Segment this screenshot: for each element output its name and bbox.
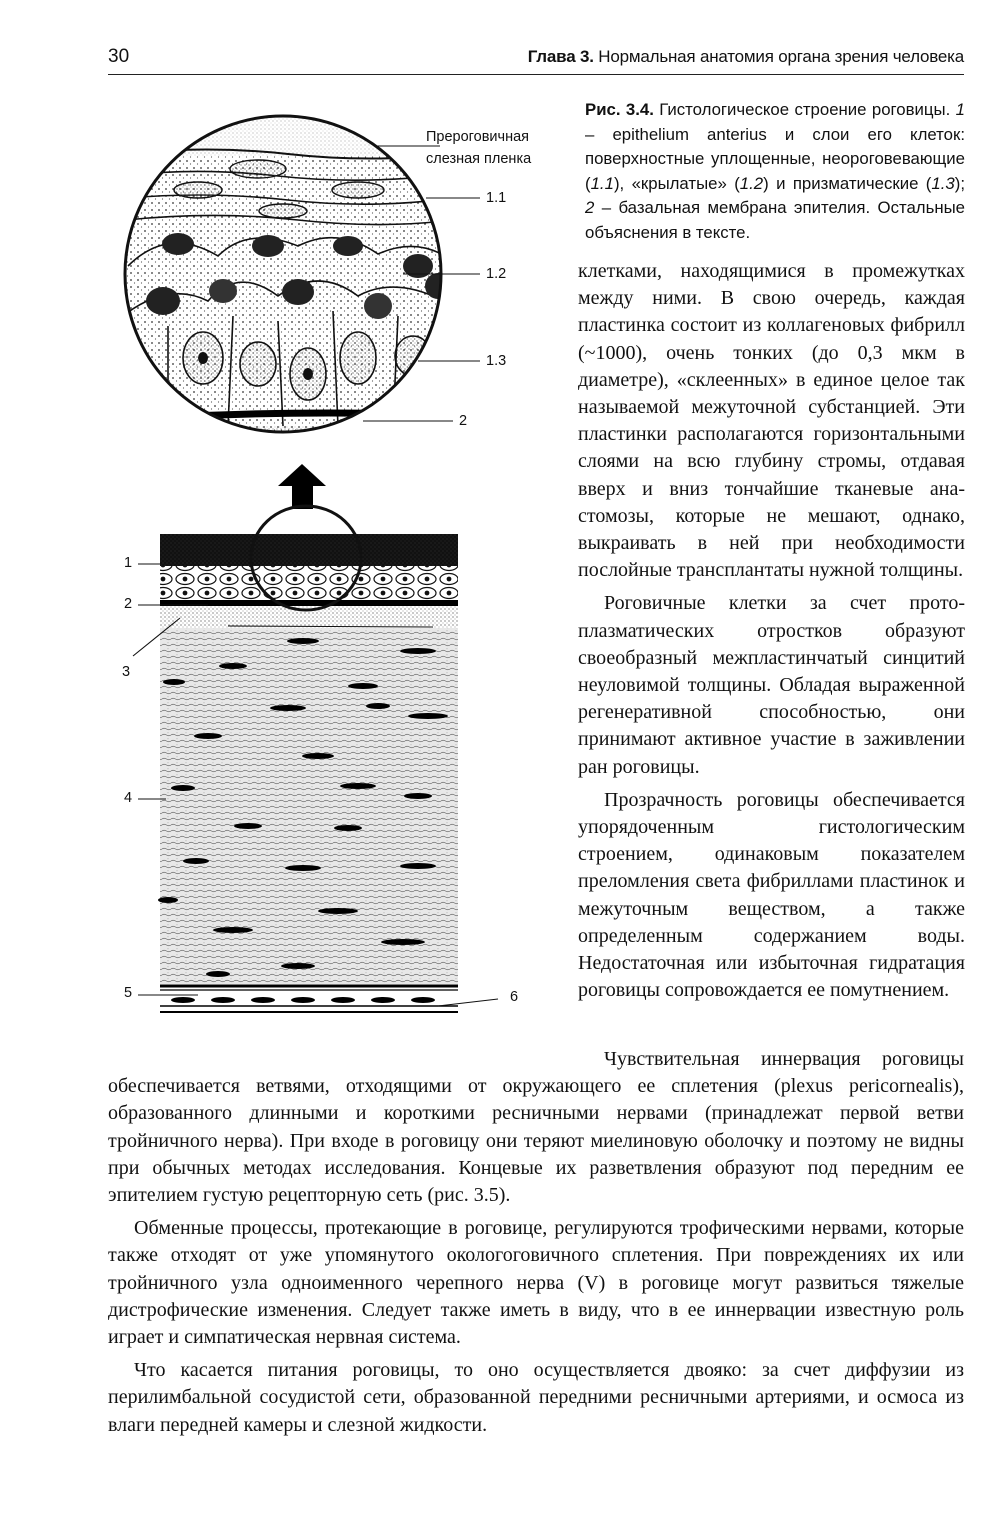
label-4: 4 — [124, 790, 133, 806]
label-6: 6 — [510, 989, 519, 1005]
chapter-label: Глава 3. — [527, 47, 594, 66]
caption-text-3: ) и призматические ( — [763, 173, 932, 193]
label-3: 3 — [122, 664, 131, 680]
figure-caption — [585, 98, 965, 245]
paragraph-nutrition: Что касается питания роговицы, то оно осуществляется двояко: за счет диффузии из перилимбальной сосудистой сети, образованной передними ресничными артериями, и осмоса из влаги передней камеры и слезной жидкости. — [108, 1359, 964, 1436]
label-1-1: 1.1 — [486, 190, 507, 206]
page-number: 30 — [108, 46, 130, 67]
label-1-2: 1.2 — [486, 266, 507, 282]
caption-ref-1-2: 1.2 — [739, 173, 764, 193]
caption-ref-1-3: 1.3 — [931, 173, 955, 193]
caption-label: Рис. 3.4. — [585, 100, 654, 119]
column-body-text — [578, 258, 965, 1010]
caption-text-5: – базальная мембрана эпителия. Остальные объяснения в тексте. — [585, 198, 965, 242]
caption-ref-1: 1 — [955, 100, 965, 119]
paragraph-corneal-cells: Роговичные клетки за счет протоплазматических отростков образуют своеобразный межпластинчатый синцитий неуловимой толщины. Обладая выраженной регенеративной способностью, они принимают активное участие в заживлении ран роговицы. — [578, 592, 965, 778]
caption-text-4: ); — [954, 173, 965, 193]
running-header — [108, 44, 964, 75]
paragraph-transparency: Прозрачность роговицы обеспечивается упорядоченным гистологическим строением, одинаковым показателем преломления света фибриллами пластинок и межуточным веществом, а также определенным содержанием воды. Недостаточная или избыточная гидратация роговицы сопровождается ее помутнением. — [578, 788, 965, 1002]
label-2-circle: 2 — [459, 413, 468, 429]
running-title — [528, 47, 964, 67]
label-1: 1 — [124, 555, 133, 571]
label-2: 2 — [124, 596, 133, 612]
label-1-3: 1.3 — [486, 353, 507, 369]
caption-title: Гистологическое строение роговицы. — [659, 100, 951, 119]
caption-text-2: ), «крылатые» ( — [613, 173, 740, 193]
paragraph-innervation: Чувствительная иннервация роговицы обеспечивается ветвями, отходящими от окружающего ее сплетения (plexus pericornealis), образованного длинными и короткими ресничными нервами (принадлежат первой ветви тройничного нерва). При входе в роговицу они теряют миелиновую оболочку и поэтому не видны при обычных методах исследования. Концевые их разветвления образуют под передним ее эпителием густую рецепторную сеть (рис. 3.5). — [108, 1048, 964, 1207]
cornea-illustration — [108, 96, 583, 1036]
paragraph-metabolism: Обменные процессы, протекающие в роговице, регулируются трофическими нервами, которые также отходят от уже упомянутого окологоговичного сплетения. При повреждениях их или тройничного узла одноименного черепного нерва (V) в роговице могут развиться тяжелые дистрофические изменения. Следует также иметь в виду, что в ее иннервации известную роль играет и симпатическая нервная система. — [108, 1217, 964, 1349]
caption-ref-1-1: 1.1 — [590, 173, 614, 193]
caption-ref-2: 2 — [585, 198, 595, 217]
chapter-title: Нормальная анатомия органа зрения человека — [598, 47, 964, 66]
caption-text-1: – epithelium anterius и слои его клеток: поверхностные уплощенные, неороговевающие ( — [585, 124, 965, 193]
cornea-histology-figure — [108, 96, 583, 1036]
magnified-epithelium — [108, 96, 468, 466]
label-tear-film: Прероговичная слезная пленка — [426, 129, 532, 167]
label-5: 5 — [124, 985, 133, 1001]
paragraph-continuation: клетками, находящимися в промежутках между ними. В свою очередь, каждая пластинка состоит из коллагеновых фибрилл (~1000), очень тонких (до 0,3 мкм в диаметре), «склеенных» в единое целое так называемой межуточной субстанцией. Эти пластинки располагаются горизонтальными слоями на всю глубину стромы, отдавая вверх и вниз тончайшие тканевые анастомозы, которые не мешают, однако, выкраивать в ней при необходимости послойные трансплантаты нужной толщины. — [578, 260, 965, 582]
full-width-body-text — [108, 1046, 964, 1445]
